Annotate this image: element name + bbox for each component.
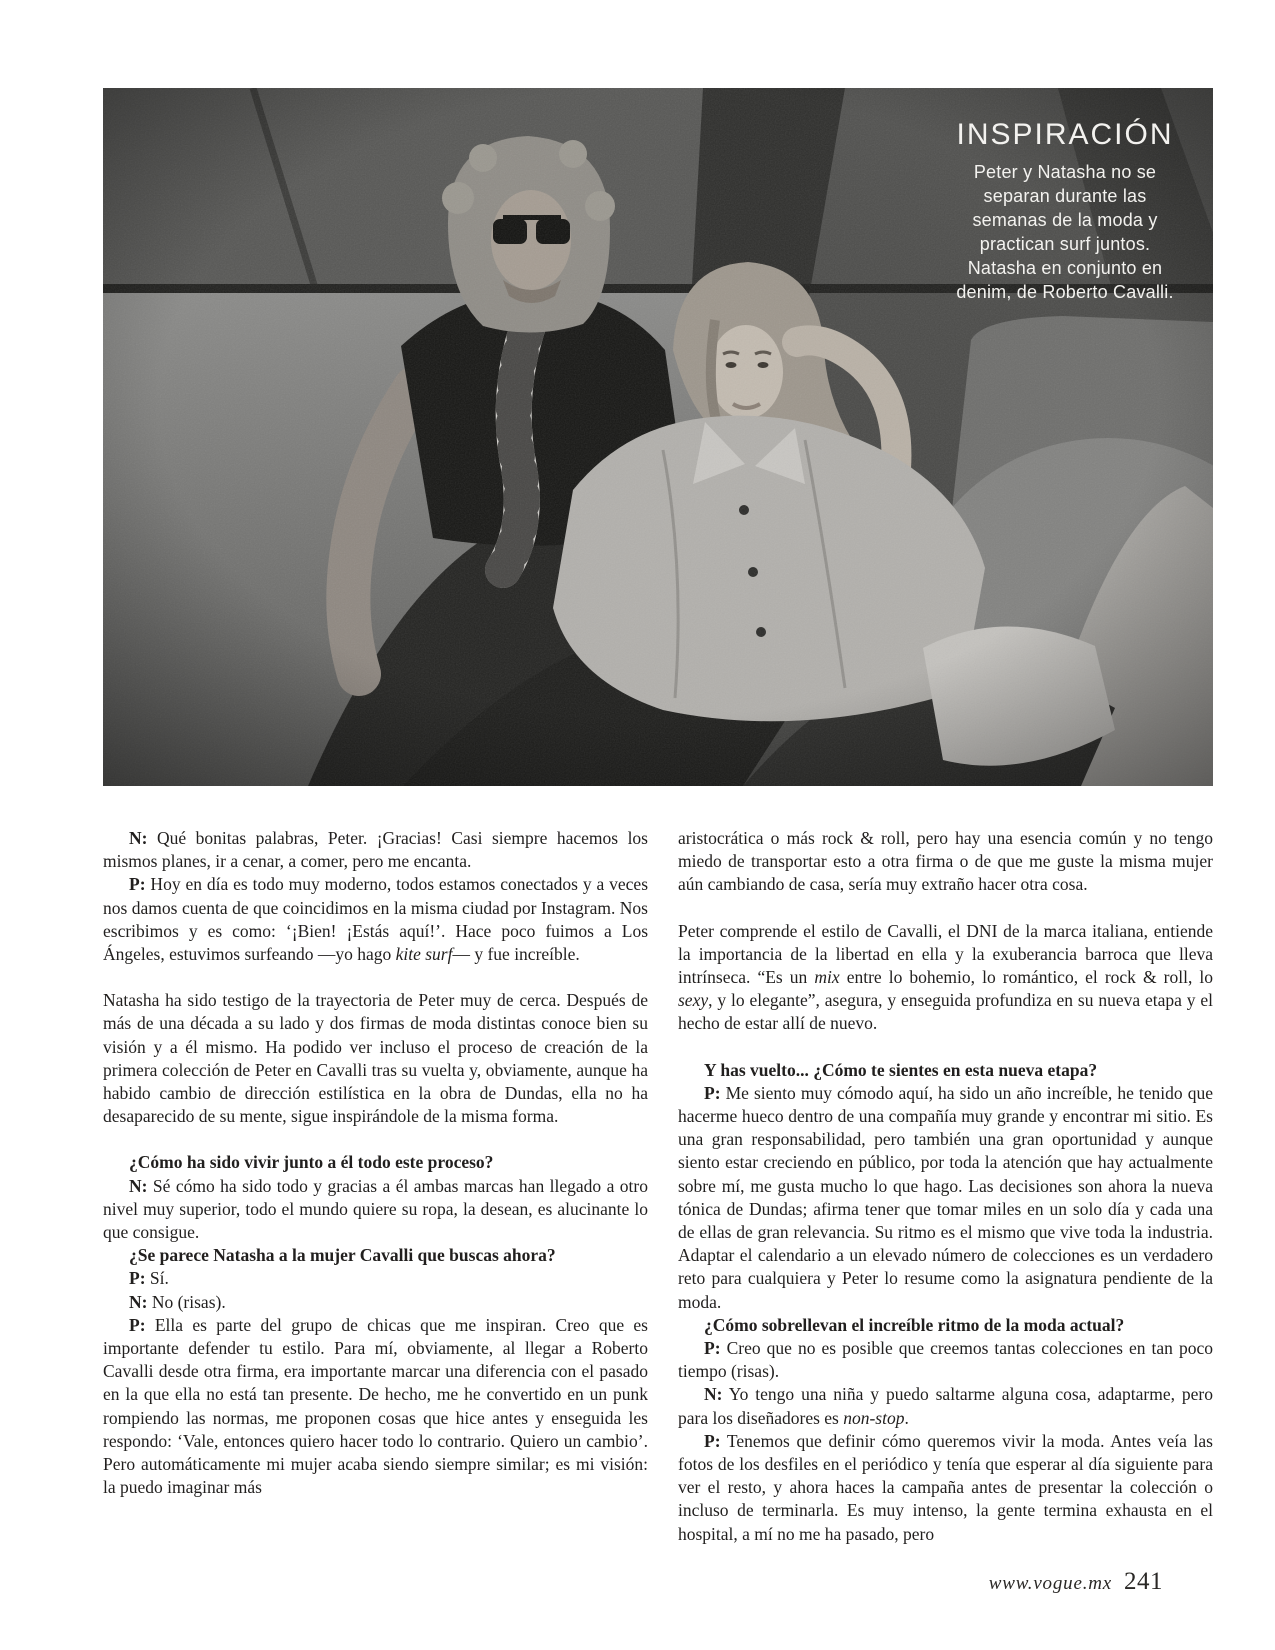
interview-question: ¿Cómo sobrellevan el increíble ritmo de la moda actual?	[704, 1314, 1125, 1335]
article-paragraph: N: Yo tengo una niña y puedo saltarme alguna cosa, adaptarme, pero para los diseñadores es non-stop.	[678, 1384, 1213, 1428]
article-paragraph: P: Creo que no es posible que creemos tantas colecciones en tan poco tiempo (risas).	[678, 1338, 1213, 1382]
article-paragraph: N: No (risas).	[129, 1291, 226, 1312]
interview-question: Y has vuelto... ¿Cómo te sientes en esta nueva etapa?	[704, 1059, 1098, 1080]
article-paragraph: aristocrática o más rock & roll, pero hay una esencia común y no tengo miedo de transportar esto a otra firma o de que me guste la misma mujer aún cambiando de casa, sería muy extraño hacer otra cosa.	[678, 828, 1213, 895]
article-paragraph: Peter comprende el estilo de Cavalli, el DNI de la marca italiana, entiende la importancia de la libertad en ella y la exuberancia barroca que lleva intrínseca. “Es un mix entre lo bohemio, lo romántico, el rock & roll, lo sexy, y lo elegante”, asegura, y enseguida profundiza en su nueva etapa y el hecho de estar allí de nuevo.	[678, 920, 1214, 1034]
caption-line: Natasha en conjunto en	[967, 258, 1163, 278]
editorial-photo	[103, 88, 1213, 786]
article-paragraph: P: Me siento muy cómodo aquí, ha sido un año increíble, he tenido que hacerme hueco dentro de una compañía muy grande y encontrar mi sitio. Es una gran responsabilidad, pero también una gran oportunidad y aunque siento estar creciendo en público, por toda la atención que hay actualmente sobre mí, me gusta mucho lo que hago. Las decisiones son ahora la nueva tónica de Dundas; afirma tener que tomar miles en un solo día y cada una de ellas de gran relevancia. Su ritmo es el mismo que vive toda la industria. Adaptar el calendario a un elevado número de colecciones es un verdadero reto para cualquiera y Peter lo resume como la asignatura pendiente de la moda.	[678, 1082, 1213, 1312]
caption-line: denim, de Roberto Cavalli.	[956, 282, 1174, 302]
article-paragraph: Natasha ha sido testigo de la trayectoria de Peter muy de cerca. Después de más de una década a su lado y dos firmas de moda distintas conoce bien su visión y a él mismo. Ha podido ver incluso el proceso de creación de la primera colección de Peter en Cavalli tras su vuelta y, obviamente, aunque ha habido cambio de dirección estilística en la obra de Dundas, ella no ha desaparecido de su mente, sigue inspirándole de la misma forma.	[103, 990, 648, 1127]
article-column-right	[678, 827, 1213, 1546]
interview-question: ¿Se parece Natasha a la mujer Cavalli que buscas ahora?	[129, 1245, 556, 1266]
article-column-left	[103, 827, 648, 1499]
interview-question: ¿Cómo ha sido vivir junto a él todo este proceso?	[129, 1152, 494, 1173]
photo-caption-title: INSPIRACIÓN	[956, 118, 1174, 151]
page-footer	[989, 1568, 1163, 1596]
photo-caption-lines	[915, 160, 1213, 304]
photo-caption	[915, 118, 1213, 304]
article-paragraph: N: Sé cómo ha sido todo y gracias a él ambas marcas han llegado a otro nivel muy superior, todo el mundo quiere su ropa, la desean, es alucinante lo que consigue.	[103, 1175, 648, 1243]
article-paragraph: P: Sí.	[129, 1268, 169, 1289]
article-paragraph: P: Ella es parte del grupo de chicas que me inspiran. Creo que es importante defender tu estilo. Para mí, obviamente, al llegar a Roberto Cavalli desde otra firma, era importante marcar una diferencia con el pasado en la que ella no está tan presente. De hecho, me he convertido en un punk rompiendo las normas, me proponen cosas que hice antes y enseguida les respondo: ‘Vale, entonces quiero hacer todo lo contrario. Quiero un cambio’. Pero automáticamente mi mujer acaba siendo siempre similar; es mi visión: la puedo imaginar más	[103, 1314, 648, 1498]
article-paragraph: P: Tenemos que definir cómo queremos vivir la moda. Antes veía las fotos de los desfiles en el periódico y tenía que esperar al día siguiente para ver el resto, y ahora haces la campaña antes de presentar la colección o incluso de terminarla. Es muy intenso, la gente termina exhausta en el hospital, a mí no me ha pasado, pero	[678, 1430, 1213, 1544]
footer-site-url: www.vogue.mx	[988, 1573, 1112, 1594]
article-paragraph: N: Qué bonitas palabras, Peter. ¡Gracias! Casi siempre hacemos los mismos planes, ir a cenar, a comer, pero me encanta.	[103, 828, 648, 872]
caption-line: semanas de la moda y	[972, 210, 1158, 230]
footer-page-number: 241	[1124, 1568, 1163, 1595]
caption-line: practican surf juntos.	[979, 234, 1151, 254]
article-paragraph: P: Hoy en día es todo muy moderno, todos estamos conectados y a veces nos damos cuenta de que coincidimos en la misma ciudad por Instagram. Nos escribimos y es como: ‘¡Bien! ¡Estás aquí!’. Hace poco fuimos a Los Ángeles, estuvimos surfeando —yo hago kite surf— y fue increíble.	[103, 874, 648, 965]
caption-line: separan durante las	[983, 186, 1147, 206]
caption-line: Peter y Natasha no se	[973, 162, 1157, 182]
